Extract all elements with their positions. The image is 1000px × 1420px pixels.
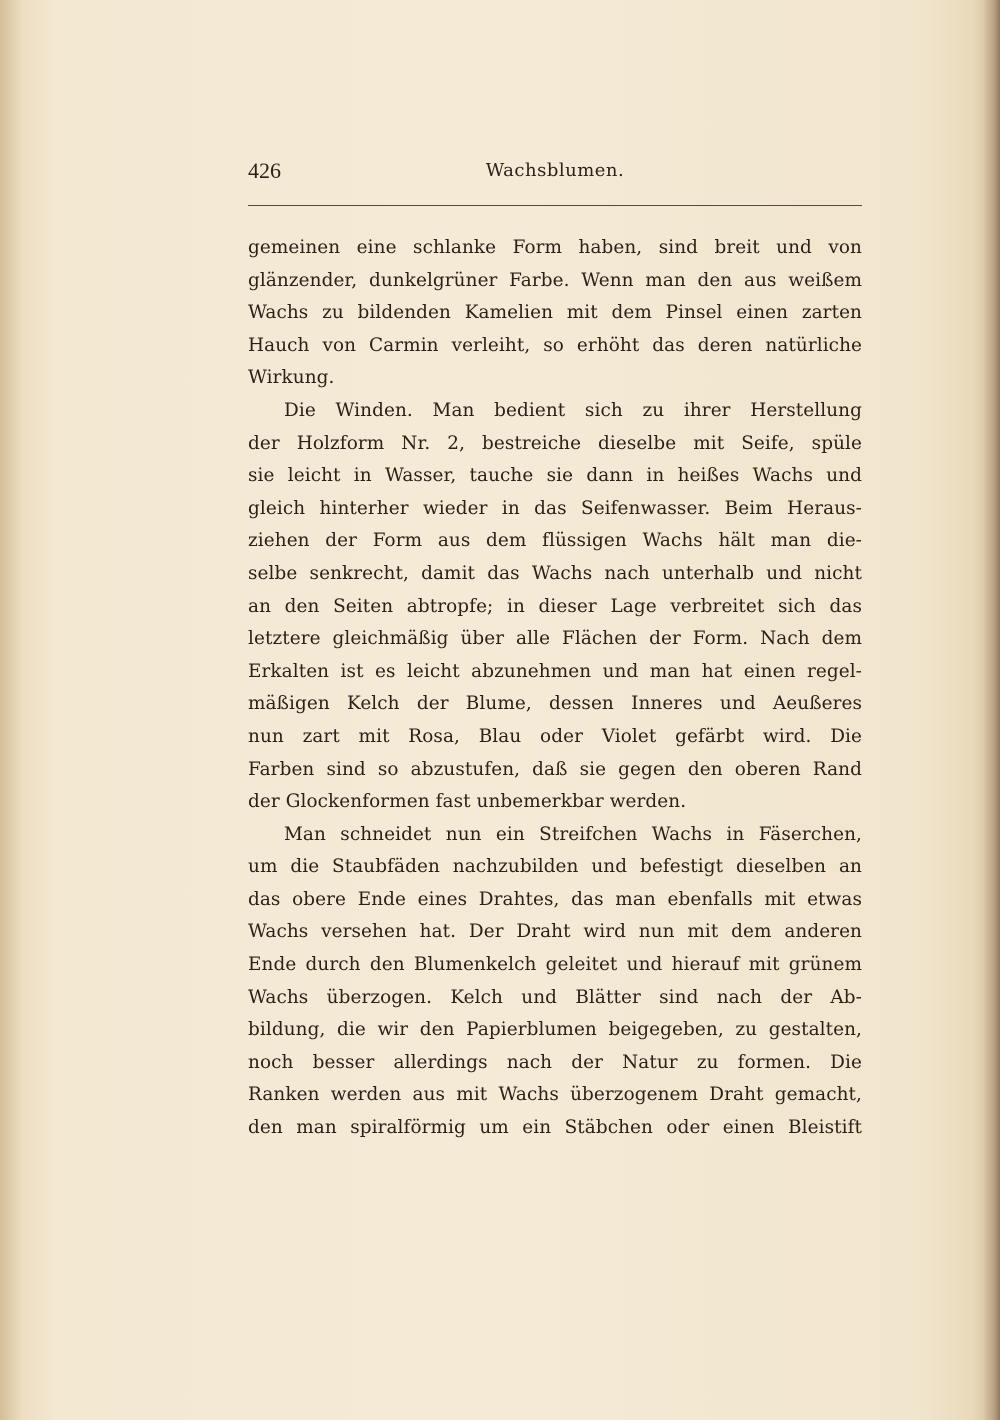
- text-line: Wachs zu bildenden Kamelien mit dem Pinsel einen zarten: [248, 302, 862, 324]
- text-line: Wachs versehen hat. Der Draht wird nun mit dem anderen: [248, 921, 862, 943]
- text-line: um die Staubfäden nachzubilden und befestigt dieselben an: [248, 856, 862, 878]
- text-line: Wachs überzogen. Kelch und Blätter sind nach der Ab-: [248, 986, 862, 1008]
- page-header: [248, 158, 862, 194]
- text-line: ziehen der Form aus dem flüssigen Wachs hält man die-: [248, 530, 862, 552]
- page-number: 426: [248, 158, 281, 183]
- text-line: an den Seiten abtropfe; in dieser Lage verbreitet sich das: [248, 595, 862, 617]
- header-rule: [248, 205, 862, 206]
- text-line: selbe senkrecht, damit das Wachs nach unterhalb und nicht: [248, 562, 862, 584]
- text-line: bildung, die wir den Papierblumen beigegeben, zu gestalten,: [248, 1019, 862, 1041]
- text-line: Ranken werden aus mit Wachs überzogenem Draht gemacht,: [248, 1084, 862, 1106]
- text-line: Man schneidet nun ein Streifchen Wachs in Fäserchen,: [284, 823, 862, 845]
- text-line: Die Winden. Man bedient sich zu ihrer Herstellung: [284, 399, 862, 421]
- text-line: das obere Ende eines Drahtes, das man ebenfalls mit etwas: [248, 888, 862, 910]
- text-line: nun zart mit Rosa, Blau oder Violet gefärbt wird. Die: [248, 725, 862, 747]
- page-right-edge-shadow: [972, 0, 1000, 1420]
- text-line: mäßigen Kelch der Blume, dessen Inneres und Aeußeres: [248, 693, 862, 715]
- text-line: letztere gleichmäßig über alle Flächen der Form. Nach dem: [248, 628, 862, 650]
- text-line: den man spiralförmig um ein Stäbchen oder einen Bleistift: [248, 1117, 862, 1139]
- text-line: Erkalten ist es leicht abzunehmen und man hat einen regel-: [248, 660, 862, 682]
- text-line: sie leicht in Wasser, tauche sie dann in heißes Wachs und: [248, 465, 862, 487]
- text-line: Wirkung.: [248, 367, 335, 389]
- text-line: Farben sind so abzustufen, daß sie gegen den oberen Rand: [248, 758, 862, 780]
- text-line: gemeinen eine schlanke Form haben, sind breit und von: [248, 237, 862, 258]
- text-line: noch besser allerdings nach der Natur zu formen. Die: [248, 1051, 862, 1073]
- text-line: gleich hinterher wieder in das Seifenwasser. Beim Heraus-: [248, 497, 862, 519]
- page-left-edge-shadow: [0, 0, 22, 1420]
- text-line: Hauch von Carmin verleiht, so erhöht das deren natürliche: [248, 334, 862, 356]
- text-line: der Holzform Nr. 2, bestreiche dieselbe mit Seife, spüle: [248, 432, 862, 454]
- text-line: der Glockenformen fast unbemerkbar werden.: [248, 791, 687, 813]
- running-head: Wachsblumen.: [485, 160, 625, 181]
- body-text: [248, 232, 862, 1145]
- text-line: Ende durch den Blumenkelch geleitet und hierauf mit grünem: [248, 954, 862, 976]
- text-line: glänzender, dunkelgrüner Farbe. Wenn man den aus weißem: [248, 269, 862, 291]
